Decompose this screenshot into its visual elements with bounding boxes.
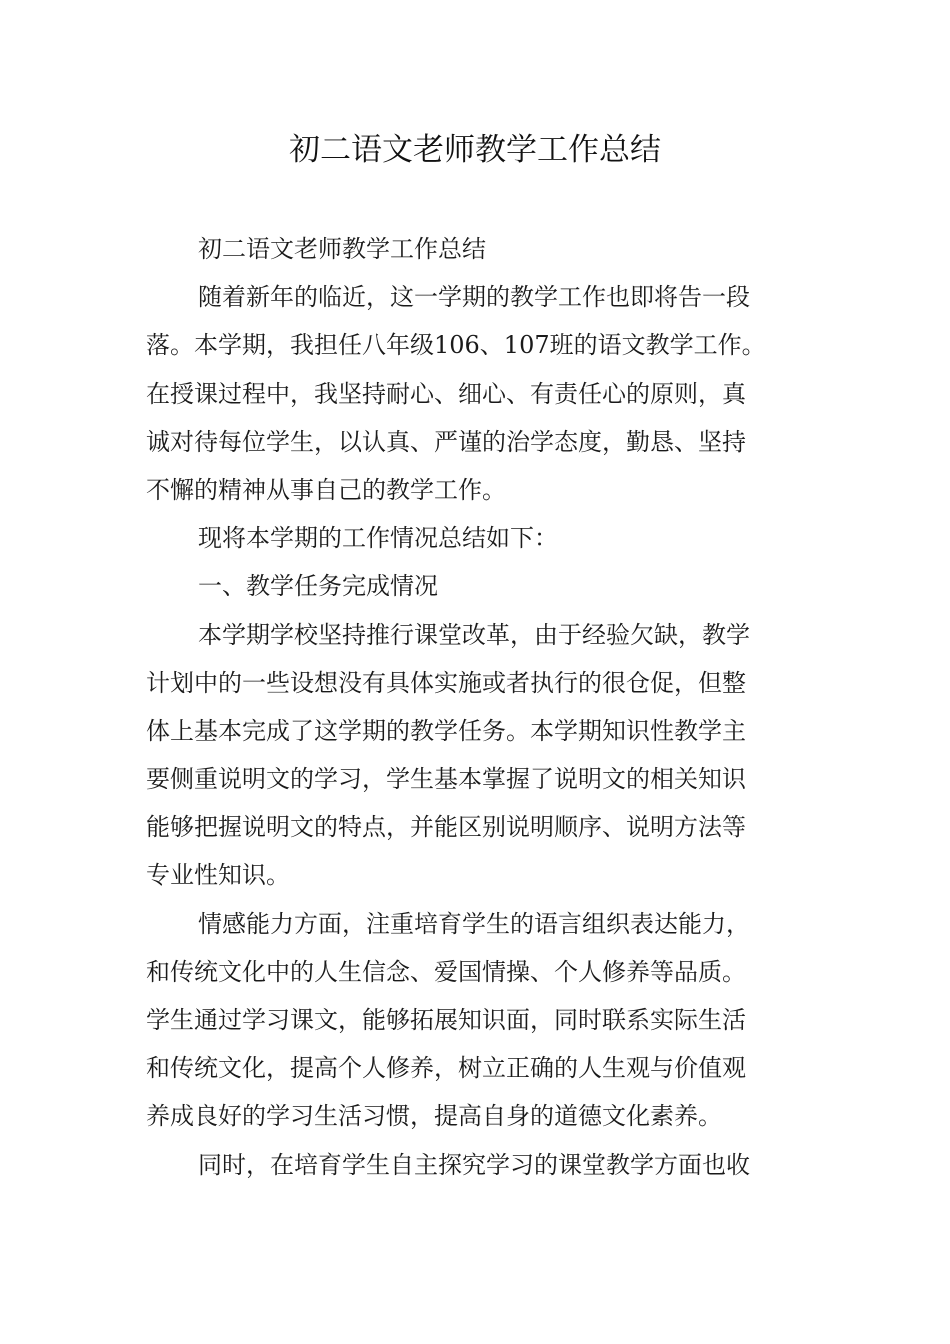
text-line: 落。本学期，我担任八年级106、107班的语文教学工作。 — [146, 331, 766, 360]
text-line: 情感能力方面，注重培育学生的语言组织表达能力， — [198, 909, 750, 938]
text-line: 学生通过学习课文，能够拓展知识面，同时联系实际生活 — [146, 1006, 746, 1034]
text-line: 和传统文化中的人生信念、爱国情操、个人修养等品质。 — [146, 957, 746, 986]
text-line: 养成良好的学习生活习惯，提高自身的道德文化素养。 — [146, 1102, 722, 1131]
text-line: 体上基本完成了这学期的教学任务。本学期知识性教学主 — [146, 716, 746, 745]
text-line: 初二语文老师教学工作总结 — [198, 235, 486, 263]
text-line: 在授课过程中，我坚持耐心、细心、有责任心的原则，真 — [146, 379, 746, 408]
text-line: 本学期学校坚持推行课堂改革，由于经验欠缺，教学 — [198, 620, 750, 649]
text-line: 计划中的一些设想没有具体实施或者执行的很仓促，但整 — [146, 668, 746, 697]
text-line: 能够把握说明文的特点，并能区别说明顺序、说明方法等 — [146, 813, 746, 842]
text-line: 要侧重说明文的学习，学生基本掌握了说明文的相关知识 — [146, 765, 746, 794]
document-body — [146, 225, 806, 1189]
text-line: 和传统文化，提高个人修养，树立正确的人生观与价值观 — [146, 1054, 746, 1083]
text-line: 随着新年的临近，这一学期的教学工作也即将告一段 — [198, 283, 750, 312]
text-line: 专业性知识。 — [146, 861, 290, 890]
text-line: 不懈的精神从事自己的教学工作。 — [146, 475, 506, 504]
text-line: 一、教学任务完成情况 — [198, 572, 438, 601]
document-title: 初二语文老师教学工作总结 — [289, 132, 661, 168]
text-line: 同时，在培育学生自主探究学习的课堂教学方面也收 — [198, 1150, 750, 1179]
text-line: 现将本学期的工作情况总结如下： — [198, 524, 558, 553]
text-line: 诚对待每位学生，以认真、严谨的治学态度，勤恳、坚持 — [146, 427, 746, 456]
